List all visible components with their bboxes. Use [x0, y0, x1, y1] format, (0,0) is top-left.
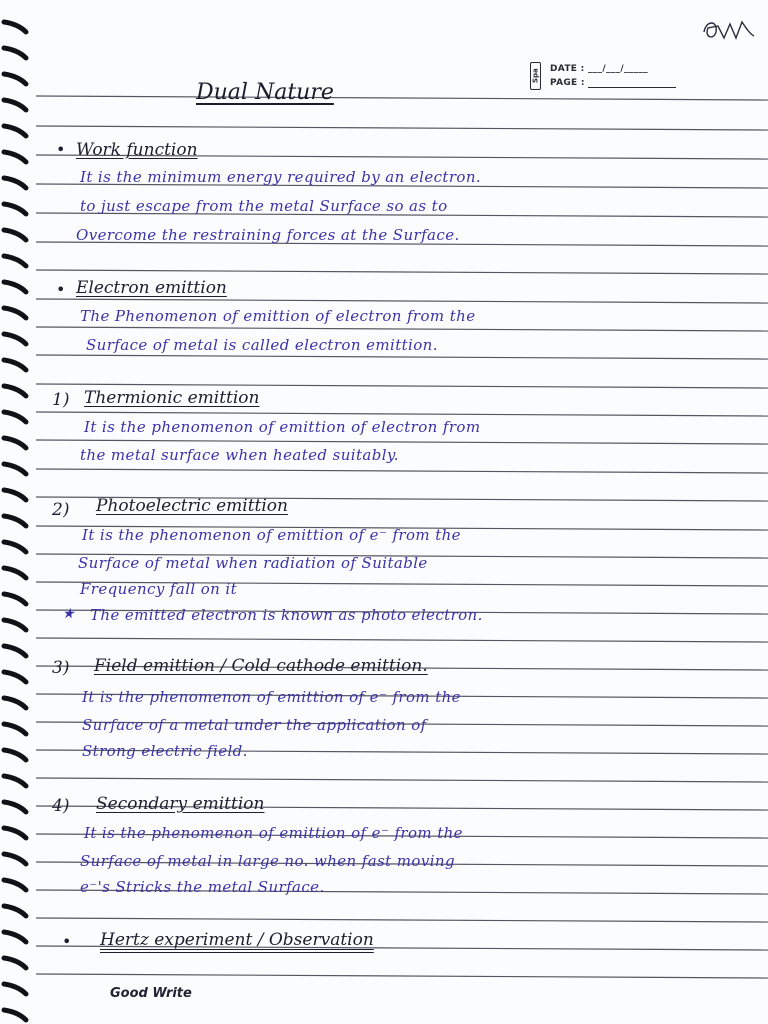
brand-footer: Good Write [110, 986, 192, 1001]
secondary-line-3: e⁻'s Stricks the metal Surface. [80, 878, 325, 896]
page-label: PAGE : [550, 78, 585, 88]
date-blanks: ___/___/_____ [588, 64, 648, 74]
section-heading-electron-emittion: Electron emittion [76, 278, 227, 298]
secondary-line-1: It is the phenomenon of emittion of e⁻ from the [84, 824, 463, 842]
work-function-line-2: to just escape from the metal Surface so as to [80, 197, 448, 215]
page-field [550, 78, 676, 88]
thermionic-line-1: It is the phenomenon of emittion of electron from [84, 418, 481, 436]
page-blank [588, 78, 676, 88]
star-icon: ★ [62, 606, 75, 622]
electron-emittion-line-1: The Phenomenon of emittion of electron from the [80, 307, 476, 325]
electron-emittion-line-2: Surface of metal is called electron emittion. [86, 336, 438, 354]
section-number-1: 1) [52, 390, 70, 410]
section-heading-hertz-experiment: Hertz experiment / Observation [100, 930, 374, 950]
brand-logo: Spa [530, 62, 541, 90]
bullet-dot: • [56, 140, 66, 159]
bullet-dot: • [62, 932, 72, 951]
section-heading-thermionic-emittion: Thermionic emittion [84, 388, 260, 408]
secondary-line-2: Surface of metal in large no. when fast moving [80, 852, 455, 870]
photoelectric-line-3: Frequency fall on it [80, 580, 238, 598]
spiral-binding [0, 0, 40, 1024]
work-function-line-1: It is the minimum energy required by an electron. [80, 168, 482, 186]
field-emittion-line-2: Surface of a metal under the application of [82, 716, 427, 734]
photoelectric-line-1: It is the phenomenon of emittion of e⁻ from the [82, 526, 461, 544]
section-heading-field-emittion: Field emittion / Cold cathode emittion. [94, 656, 428, 676]
photoelectric-line-2: Surface of metal when radiation of Suitable [78, 554, 428, 572]
photoelectric-note: The emitted electron is known as photo electron. [90, 606, 483, 624]
corner-initials-mark [700, 14, 756, 44]
section-heading-photoelectric-emittion: Photoelectric emittion [96, 496, 288, 516]
section-number-4: 4) [52, 796, 70, 816]
section-number-2: 2) [52, 500, 70, 520]
page-title: Dual Nature [196, 80, 334, 105]
date-label: DATE : [550, 64, 585, 74]
work-function-line-3: Overcome the restraining forces at the Surface. [76, 226, 460, 244]
section-number-3: 3) [52, 658, 70, 678]
date-field [550, 64, 648, 74]
section-heading-secondary-emittion: Secondary emittion [96, 794, 265, 814]
bullet-dot: • [56, 280, 66, 299]
section-heading-work-function: Work function [76, 140, 198, 160]
thermionic-line-2: the metal surface when heated suitably. [80, 446, 399, 464]
field-emittion-line-3: Strong electric field. [82, 742, 248, 760]
field-emittion-line-1: It is the phenomenon of emittion of e⁻ from the [82, 688, 461, 706]
